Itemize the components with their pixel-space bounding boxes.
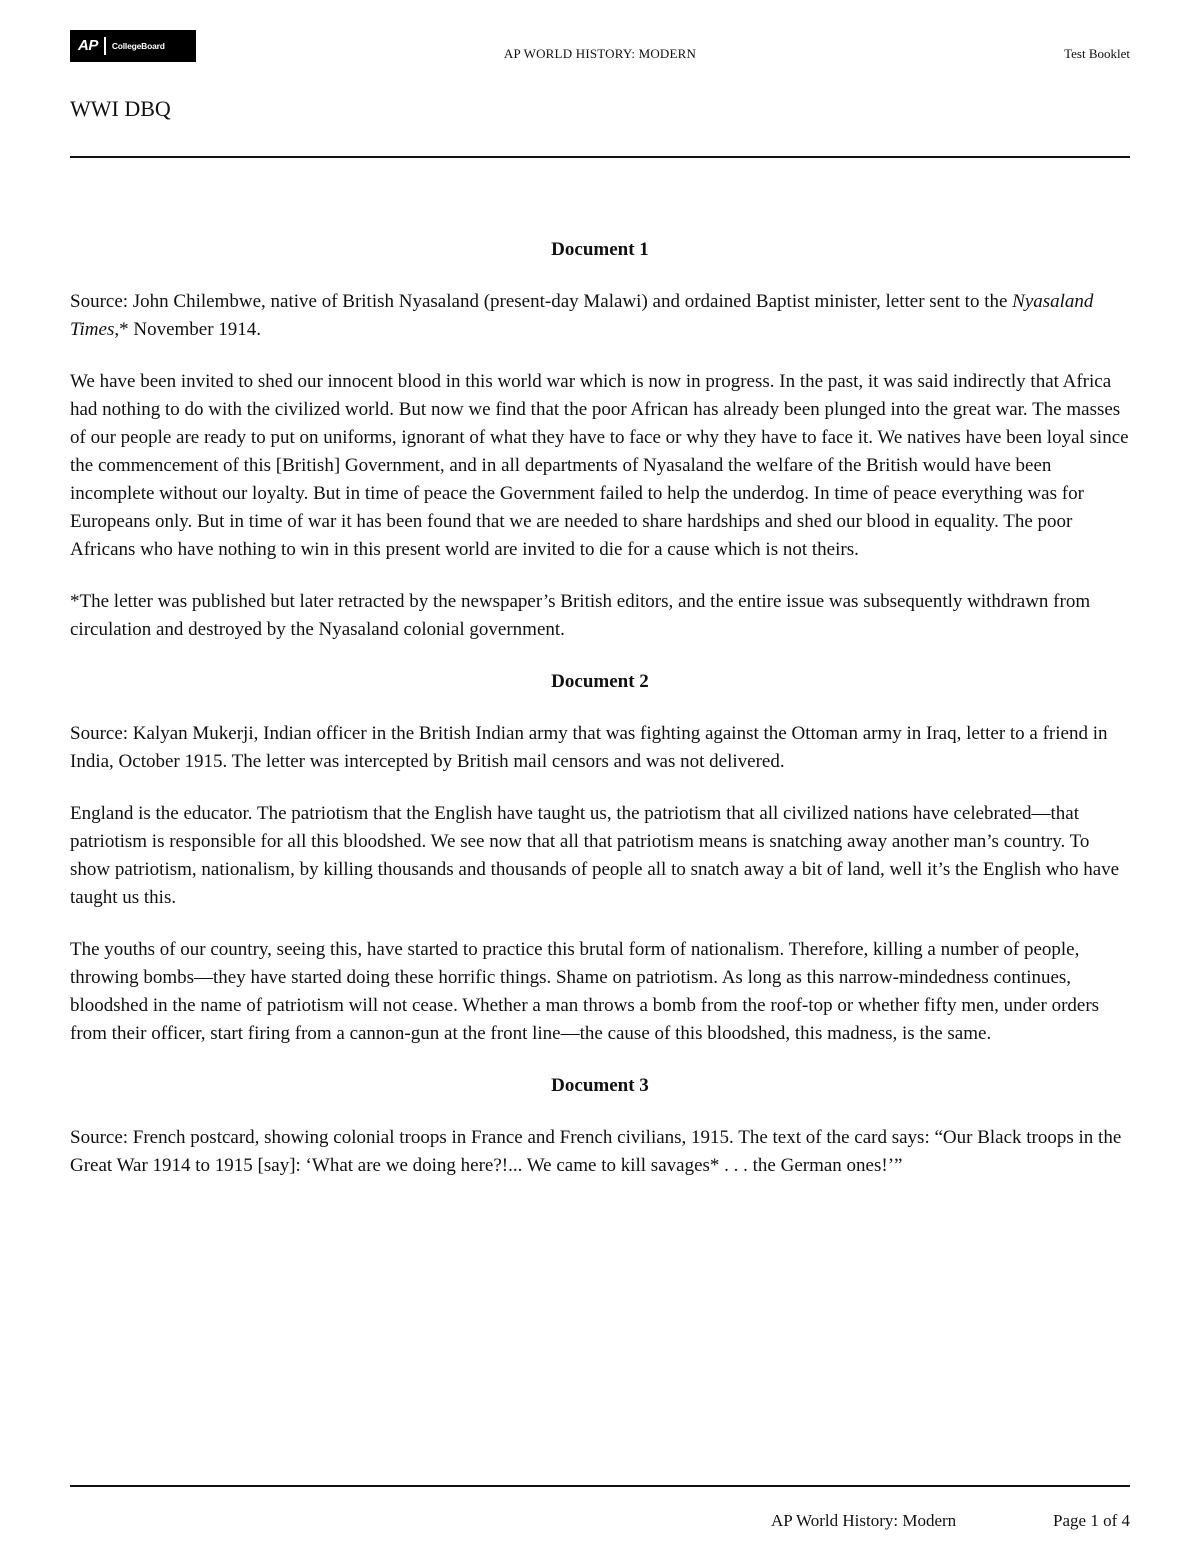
document-1-heading: Document 1 xyxy=(551,239,649,260)
document-1-body: We have been invited to shed our innocent blood in this world war which is now in progress. In the past, it was said indirectly that Africa had nothing to do with the civilized world. But now we find that the poor African has already been plunged into the great war. The masses of our people are ready to put on uniforms, ignorant of what they have to face or why they have to face it. We natives have been loyal since the commencement of this [British] Government, and in all departments of Nyasaland the welfare of the British would have been incomplete without our loyalty. But in time of peace the Government failed to help the underdog. In time of peace everything was for Europeans only. But in time of war it has been found that we are needed to share hardships and shed our blood in equality. The poor Africans who have nothing to win in this present world are invited to die for a cause which is not theirs. xyxy=(70,371,1129,560)
document-1-source-publication: Nyasaland Times xyxy=(70,291,1094,340)
header-booklet-label: Test Booklet xyxy=(1064,46,1130,61)
ap-logo-text: AP xyxy=(78,37,106,55)
document-2-source: Source: Kalyan Mukerji, Indian officer in the British Indian army that was fighting against the Ottoman army in Iraq, letter to a friend in India, October 1915. The letter was intercepted by British mail censors and was not delivered. xyxy=(70,723,1108,772)
document-1-source xyxy=(70,288,1130,344)
page-header xyxy=(70,30,1130,64)
page-title: WWI DBQ xyxy=(70,96,171,121)
college-board-logo-text: CollegeBoard xyxy=(111,41,165,51)
document-2-paragraph-1: England is the educator. The patriotism that the English have taught us, the patriotism that all civilized nations have celebrated—that patriotism is responsible for all this bloodshed. We see now that all that patriotism means is snatching away another man’s country. To show patriotism, nationalism, by killing thousands and thousands of people all to snatch away a bit of land, well it’s the English who have taught us this. xyxy=(70,803,1120,908)
document-2-heading: Document 2 xyxy=(551,671,649,692)
document-3-source: Source: French postcard, showing colonial troops in France and French civilians, 1915. The text of the card says: “Our Black troops in the Great War 1914 to 1915 [say]: ‘What are we doing here?!... We came to kill savages* . . . the German ones!’” xyxy=(70,1127,1122,1176)
document-1-source-date: ,* November 1914. xyxy=(114,319,262,340)
document-3-heading: Document 3 xyxy=(551,1075,649,1096)
top-divider xyxy=(70,156,1130,158)
header-subject: AP WORLD HISTORY: MODERN xyxy=(503,46,697,61)
document-1-source-text: Source: John Chilembwe, native of British Nyasaland (present-day Malawi) and ordained Baptist minister, letter sent to the xyxy=(70,291,1013,312)
footer-page-number: Page 1 of 4 xyxy=(1053,1511,1130,1530)
document-1-footnote: *The letter was published but later retracted by the newspaper’s British editors, and the entire issue was subsequently withdrawn from circulation and destroyed by the Nyasaland colonial government. xyxy=(70,591,1091,640)
bottom-divider xyxy=(70,1485,1130,1487)
footer-subject: AP World History: Modern xyxy=(771,1511,957,1530)
document-2-paragraph-2: The youths of our country, seeing this, have started to practice this brutal form of nationalism. Therefore, killing a number of people, throwing bombs—they have started doing these horrific things. Shame on patriotism. As long as this narrow-mindedness continues, bloodshed in the name of patriotism will not cease. Whether a man throws a bomb from the roof-top or whether fifty men, under orders from their officer, start firing from a cannon-gun at the front line—the cause of this bloodshed, this madness, is the same. xyxy=(70,939,1100,1044)
document-content xyxy=(70,236,1130,1180)
